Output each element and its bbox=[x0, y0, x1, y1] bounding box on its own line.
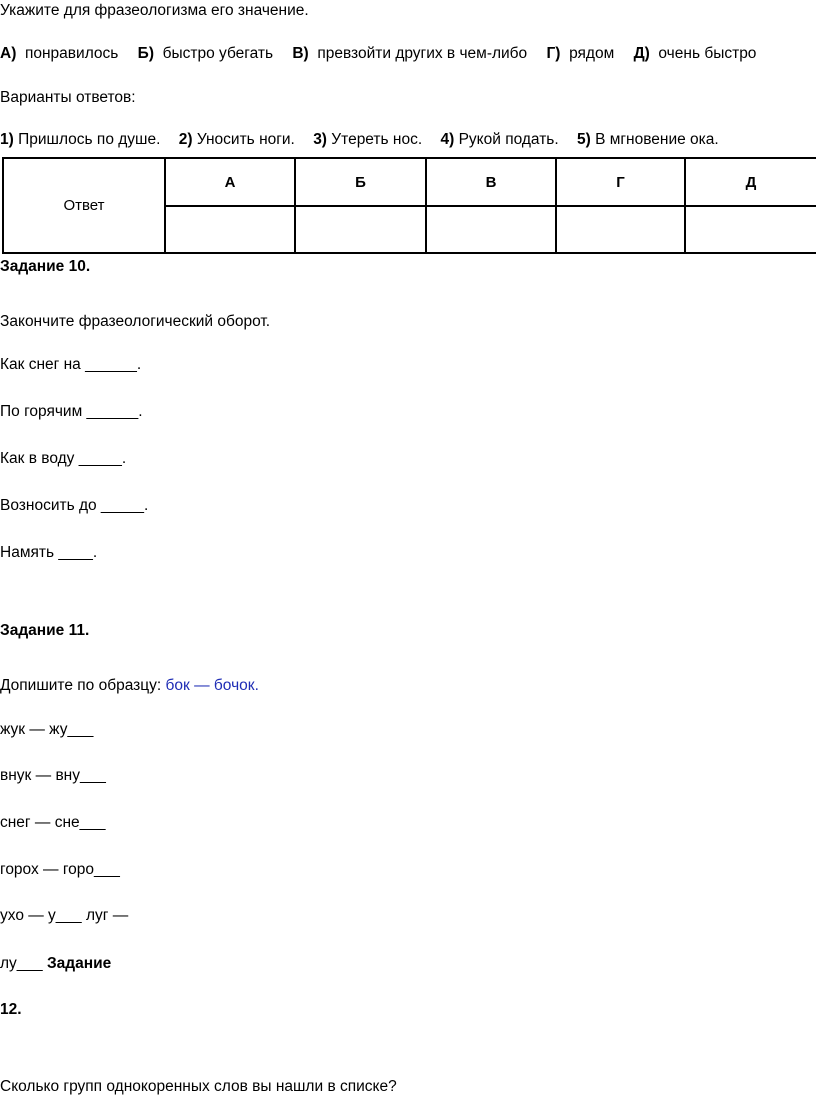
task10-item-1: Как снег на ______. bbox=[0, 356, 142, 373]
meaning-a: А) понравилось bbox=[0, 45, 119, 62]
phrase-4: 4) Рукой подать. bbox=[440, 131, 559, 148]
meaning-d: Д) очень быстро bbox=[633, 45, 757, 62]
answer-col-d: Д bbox=[685, 158, 816, 206]
answer-cell-g[interactable] bbox=[556, 206, 685, 253]
task10-item-4: Возносить до _____. bbox=[0, 497, 149, 514]
task11-prompt: Допишите по образцу: bbox=[0, 677, 162, 694]
task12-heading-part2: 12. bbox=[0, 1001, 22, 1018]
answer-table bbox=[2, 157, 816, 254]
task10-prompt: Закончите фразеологический оборот. bbox=[0, 313, 271, 330]
phrases-row bbox=[0, 131, 719, 149]
phrase-3: 3) Утереть нос. bbox=[313, 131, 423, 148]
variants-label: Варианты ответов: bbox=[0, 89, 136, 106]
task11-last-line bbox=[0, 955, 111, 973]
answer-row-label: Ответ bbox=[3, 158, 165, 253]
task11-item-3: снег — сне___ bbox=[0, 814, 106, 831]
task11-item-5: ухо — у___ луг — bbox=[0, 907, 129, 924]
task11-item-2: внук — вну___ bbox=[0, 767, 106, 784]
answer-cell-v[interactable] bbox=[426, 206, 556, 253]
task11-prompt-line bbox=[0, 677, 259, 695]
phrase-2: 2) Уносить ноги. bbox=[178, 131, 295, 148]
meaning-v: В) превзойти других в чем-либо bbox=[292, 45, 528, 62]
meaning-b: Б) быстро убегать bbox=[137, 45, 274, 62]
answer-col-b: Б bbox=[295, 158, 426, 206]
meanings-row bbox=[0, 45, 756, 63]
answer-cell-a[interactable] bbox=[165, 206, 295, 253]
task11-example: бок — бочок bbox=[165, 677, 255, 694]
task11-example-end: . bbox=[254, 677, 259, 694]
task10-item-2: По горячим ______. bbox=[0, 403, 143, 420]
task9-prompt: Укажите для фразеологизма его значение. bbox=[0, 2, 309, 19]
answer-col-v: В bbox=[426, 158, 556, 206]
answer-cell-b[interactable] bbox=[295, 206, 426, 253]
task11-item-4: горох — горо___ bbox=[0, 861, 120, 878]
task10-item-5: Намять ____. bbox=[0, 544, 98, 561]
task12-heading-part1: Задание bbox=[46, 955, 112, 972]
task10-item-3: Как в воду _____. bbox=[0, 450, 127, 467]
answer-col-a: А bbox=[165, 158, 295, 206]
meaning-g: Г) рядом bbox=[546, 45, 615, 62]
phrase-1: 1) Пришлось по душе. bbox=[0, 131, 161, 148]
answer-col-g: Г bbox=[556, 158, 685, 206]
answer-cell-d[interactable] bbox=[685, 206, 816, 253]
task11-item-6: лу___ bbox=[0, 955, 43, 972]
phrase-5: 5) В мгновение ока. bbox=[576, 131, 719, 148]
task11-heading: Задание 11. bbox=[0, 622, 90, 639]
task10-heading: Задание 10. bbox=[0, 258, 91, 275]
task11-item-1: жук — жу___ bbox=[0, 721, 94, 738]
task12-prompt: Сколько групп однокоренных слов вы нашли в списке? bbox=[0, 1078, 397, 1095]
